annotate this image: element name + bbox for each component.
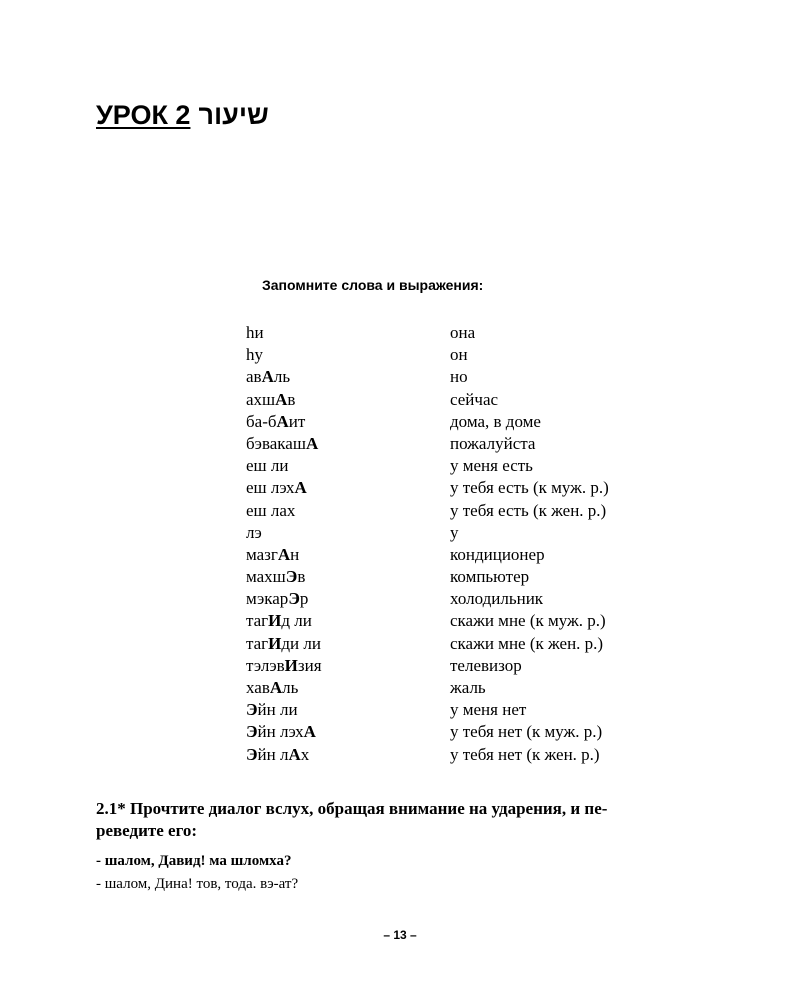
- vocab-translation: жаль: [450, 678, 486, 697]
- vocab-translation: она: [450, 323, 476, 342]
- vocab-word: тагИд ли: [246, 611, 312, 631]
- vocab-row: [246, 455, 609, 477]
- vocab-word: Эйн лАх: [246, 744, 310, 764]
- vocab-translation: телевизор: [450, 655, 522, 675]
- vocab-row: [246, 677, 609, 699]
- vocab-translation: у меня есть: [450, 456, 533, 476]
- vocab-row: [246, 633, 609, 655]
- vocab-row: [246, 544, 609, 566]
- vocab-row: [246, 566, 609, 588]
- vocab-row: [246, 522, 609, 544]
- vocab-word: авАль: [246, 367, 291, 387]
- vocab-row: [246, 500, 609, 522]
- vocab-row: [246, 389, 609, 411]
- vocab-row: [246, 610, 609, 632]
- lesson-title-text: УРОК 2: [96, 100, 191, 130]
- vocab-word: бэвакашА: [246, 433, 319, 453]
- vocab-word: еш лах: [246, 500, 296, 520]
- vocab-translation: у тебя нет (к муж. р.): [450, 722, 603, 742]
- vocab-translation: у тебя есть (к муж. р.): [450, 478, 609, 498]
- vocab-translation: кондиционер: [450, 544, 545, 564]
- vocab-row: [246, 366, 609, 388]
- dialog-line-2: - шалом, Дина! тов, тода. вэ-ат?: [96, 876, 299, 892]
- vocab-row: [246, 588, 609, 610]
- vocab-word: мазгАн: [246, 544, 300, 564]
- vocab-row: [246, 322, 609, 344]
- dialog-line-1: - шалом, Давид! ма шломха?: [96, 853, 292, 869]
- page-number: – 13 –: [383, 928, 417, 942]
- vocab-row: [246, 344, 609, 366]
- vocab-word: тэлэвИзия: [246, 655, 322, 675]
- vocab-word: hи: [246, 323, 264, 342]
- vocab-word: ба-бАит: [246, 411, 306, 431]
- vocab-word: лэ: [246, 522, 262, 542]
- section-subtitle: Запомните слова и выражения:: [262, 277, 484, 293]
- vocab-word: еш ли: [246, 456, 289, 476]
- vocab-translation: скажи мне (к муж. р.): [450, 611, 606, 631]
- exercise-instruction: [96, 798, 696, 842]
- vocab-row: [246, 477, 609, 499]
- vocab-word: хавАль: [246, 678, 299, 697]
- exercise-line-2: реведите его:: [96, 821, 198, 840]
- vocab-translation: но: [450, 367, 468, 387]
- vocab-translation: дома, в доме: [450, 411, 541, 431]
- vocab-word: еш лэхА: [246, 478, 307, 498]
- vocab-translation: сейчас: [450, 389, 499, 409]
- vocab-word: Эйн ли: [246, 700, 298, 720]
- vocab-translation: холодильник: [450, 589, 544, 609]
- lesson-title: [96, 98, 269, 132]
- vocab-word: мэкарЭр: [246, 589, 309, 609]
- vocab-translation: у тебя нет (к жен. р.): [450, 744, 600, 764]
- vocab-word: hу: [246, 345, 263, 365]
- vocab-translation: скажи мне (к жен. р.): [450, 633, 604, 653]
- vocab-translation: компьютер: [450, 567, 530, 587]
- vocab-translation: у: [450, 522, 459, 542]
- vocab-row: [246, 655, 609, 677]
- vocab-word: ахшАв: [246, 389, 296, 409]
- vocab-row: [246, 744, 609, 766]
- vocabulary-list: [246, 322, 609, 766]
- vocab-row: [246, 433, 609, 455]
- vocab-row: [246, 699, 609, 721]
- vocab-row: [246, 411, 609, 433]
- vocab-word: Эйн лэхА: [246, 722, 316, 742]
- vocab-word: тагИди ли: [246, 633, 321, 653]
- vocab-translation: он: [450, 345, 468, 365]
- vocab-translation: пожалуйста: [450, 433, 536, 453]
- vocab-translation: у меня нет: [450, 700, 527, 720]
- vocab-word: махшЭв: [246, 567, 306, 587]
- lesson-title-hebrew: שיעור: [198, 100, 269, 130]
- exercise-line-1: 2.1* Прочтите диалог вслух, обращая внимание на ударения, и пе-: [96, 799, 608, 818]
- vocab-row: [246, 721, 609, 743]
- vocab-translation: у тебя есть (к жен. р.): [450, 500, 607, 520]
